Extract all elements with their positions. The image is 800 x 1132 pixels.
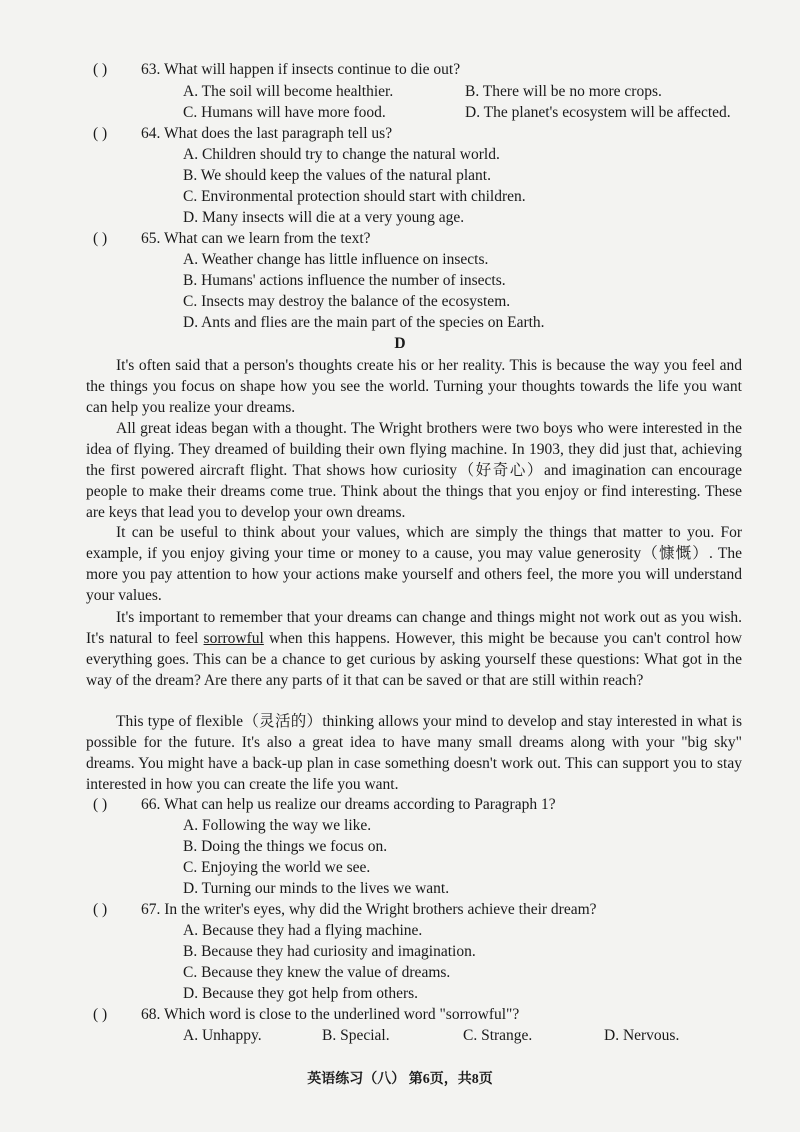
option-c: C. Humans will have more food.	[183, 104, 386, 121]
question-67	[93, 900, 597, 920]
passage-paragraph-1: It's often said that a person's thoughts create his or her reality. This is because the way you feel and the things you focus on shape how you see the world. Turning your thoughts towards the life you want can help you realize your dreams.	[86, 357, 742, 416]
option-a: A. Weather change has little influence on insects.	[183, 251, 489, 268]
answer-blank[interactable]: ( )	[93, 901, 108, 918]
question-63	[93, 60, 460, 80]
option-d: D. Turning our minds to the lives we want.	[183, 880, 450, 897]
question-65	[93, 229, 371, 249]
answer-blank[interactable]: ( )	[93, 1006, 108, 1023]
question-stem: 67. In the writer's eyes, why did the Wright brothers achieve their dream?	[141, 901, 597, 918]
answer-blank[interactable]: ( )	[93, 125, 108, 142]
option-b: B. We should keep the values of the natural plant.	[183, 167, 491, 184]
question-stem: 68. Which word is close to the underlined word "sorrowful"?	[141, 1006, 520, 1023]
option-d: D. Ants and flies are the main part of the species on Earth.	[183, 314, 545, 331]
option-b: B. Because they had curiosity and imagination.	[183, 943, 476, 960]
option-d: D. The planet's ecosystem will be affected.	[465, 104, 731, 121]
option-a: A. Because they had a flying machine.	[183, 922, 423, 939]
passage-paragraph-3: It can be useful to think about your values, which are simply the things that matter to you. For example, if you enjoy giving your time or money to a cause, you may value generosity（慷慨）. The more you pay attention to how your actions make yourself and others feel, the more you will understand your values.	[86, 524, 742, 604]
passage-paragraph-4	[86, 607, 742, 691]
option-b: B. Humans' actions influence the number of insects.	[183, 272, 506, 289]
paragraph-text: It's important to remember that your dreams can change and things might not work out as you wish. It's natural to feel	[86, 609, 742, 647]
option-d: D. Many insects will die at a very young age.	[183, 209, 465, 226]
question-stem: 65. What can we learn from the text?	[141, 230, 371, 247]
question-stem: 66. What can help us realize our dreams according to Paragraph 1?	[141, 796, 556, 813]
option-d: D. Nervous.	[604, 1027, 680, 1044]
option-a: A. Children should try to change the natural world.	[183, 146, 500, 163]
option-d: D. Because they got help from others.	[183, 985, 419, 1002]
question-stem: 63. What will happen if insects continue to die out?	[141, 61, 461, 78]
option-b: B. Doing the things we focus on.	[183, 838, 388, 855]
option-a: A. Following the way we like.	[183, 817, 372, 834]
passage-paragraph-5: This type of flexible（灵活的）thinking allows your mind to develop and stay interested in what is possible for the future. It's also a great idea to have many small dreams along with your "big sky" dreams. You might have a back-up plan in case something doesn't work out. This can support you to stay interested in how you can create the life you want.	[86, 713, 742, 793]
option-b: B. There will be no more crops.	[465, 83, 662, 100]
option-b: B. Special.	[322, 1027, 390, 1044]
paragraph-text: when this happens. However, this might be because you can't control how everything goes. This can be a chance to get curious by asking yourself these questions: What got in the way of the dream? Are there any parts of it that can be saved or that are still within reach?	[86, 630, 742, 689]
section-heading: D	[394, 335, 406, 352]
option-a: A. Unhappy.	[183, 1027, 262, 1044]
option-c: C. Because they knew the value of dreams.	[183, 964, 451, 981]
answer-blank[interactable]: ( )	[93, 796, 108, 813]
option-c: C. Environmental protection should start with children.	[183, 188, 526, 205]
option-a: A. The soil will become healthier.	[183, 83, 394, 100]
answer-blank[interactable]: ( )	[93, 230, 108, 247]
answer-blank[interactable]: ( )	[93, 61, 108, 78]
option-c: C. Enjoying the world we see.	[183, 859, 371, 876]
question-68	[93, 1005, 519, 1025]
question-stem: 64. What does the last paragraph tell us?	[141, 125, 393, 142]
page-footer: 英语练习（八） 第6页，共8页	[307, 1072, 493, 1087]
option-c: C. Strange.	[463, 1027, 533, 1044]
underlined-word: sorrowful	[203, 630, 264, 647]
question-66	[93, 795, 556, 815]
option-c: C. Insects may destroy the balance of the ecosystem.	[183, 293, 511, 310]
passage-paragraph-2: All great ideas began with a thought. The Wright brothers were two boys who were interested in the idea of flying. They dreamed of building their own flying machine. In 1903, they did just that, achieving the first powered aircraft flight. That shows how curiosity（好奇心）and imagination can encourage people to make their dreams come true. Think about the things that you enjoy or find interesting. These are keys that lead you to develop your own dreams.	[86, 420, 742, 521]
question-64	[93, 124, 392, 144]
